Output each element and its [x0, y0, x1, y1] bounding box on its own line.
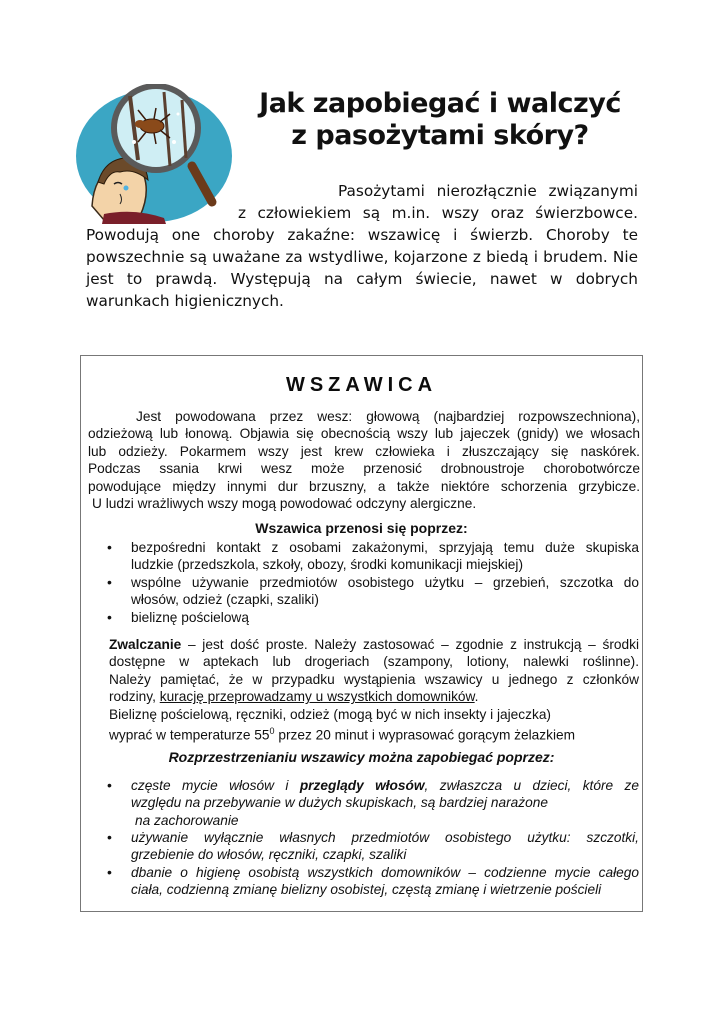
text-fragment: przez 20 minut i wyprasować gorącym żelazkiem	[274, 727, 576, 743]
text-line: Bieliznę pościelową, ręczniki, odzież (mogą być w nich insekty i jajeczka)	[109, 706, 551, 722]
text-line: grzebienie do włosów, ręczniki, czapki, szaliki	[131, 847, 407, 863]
underlined-text: kurację przeprowadzamy u wszystkich domowników	[159, 689, 475, 705]
bullet-icon: •	[107, 609, 112, 625]
text-line: lub odzieży. Pokarmem wszy jest krew człowieka i złuszczający się naskórek.	[88, 443, 640, 459]
title-line: z pasożytami skóry?	[291, 120, 589, 151]
list-item	[109, 609, 639, 626]
treatment-paragraph	[109, 636, 639, 744]
box-title: WSZAWICA	[285, 374, 438, 396]
text-line: z człowiekiem są m.in. wszy oraz świerzbowce.	[238, 204, 638, 222]
text-line	[131, 777, 639, 794]
superscript: 0	[269, 726, 275, 737]
text-line: względu na przebywanie w dużych skupiskach, są bardziej narażone	[131, 795, 548, 811]
text-fragment: – jest dość proste. Należy zastosować – zgodnie z instrukcją – środki	[181, 637, 639, 652]
bullet-icon: •	[107, 777, 112, 793]
text-line: używanie wyłącznie własnych przedmiotów osobistego użytku: szczotki,	[131, 830, 639, 845]
text-line: Pasożytami nierozłącznie związanymi	[338, 182, 638, 200]
list-item	[109, 777, 639, 829]
text-line: dbanie o higienę osobistą wszystkich domowników – codzienne mycie całego	[131, 865, 639, 880]
bullet-icon: •	[107, 574, 112, 590]
text-line: powodujące między innymi dur brzuszny, a także niektóre schorzenia grzybicze.	[88, 478, 640, 494]
transmission-heading: Wszawica przenosi się poprzez:	[255, 520, 468, 536]
text-line	[109, 723, 639, 744]
text-line: U ludzi wrażliwych wszy mogą powodować odczyny alergiczne.	[92, 496, 477, 512]
text-line: Należy pamiętać, że w przypadku wystąpienia wszawicy u jednego z członków	[109, 671, 639, 687]
text-fragment: częste mycie włosów i	[131, 778, 300, 793]
text-line: ciała, codzienną zmianę bielizny osobistej, częstą zmianę i wietrzenie pościeli	[131, 882, 602, 898]
text-line: bieliznę pościelową	[131, 610, 249, 625]
list-item	[109, 864, 639, 899]
text-fragment: .	[474, 689, 479, 705]
intro-paragraph	[86, 180, 638, 312]
list-item	[109, 539, 639, 574]
text-line	[109, 636, 639, 653]
text-line	[109, 688, 639, 705]
page-title	[230, 88, 650, 152]
text-line: powszechnie są uważane za wstydliwe, kojarzone z biedą i brudem. Nie	[86, 248, 638, 266]
description-paragraph	[88, 408, 640, 512]
bullet-icon: •	[107, 864, 112, 880]
text-line: dostępne w aptekach lub drogeriach (szampony, lotiony, nalewki roślinne).	[109, 654, 639, 670]
text-line: ludzkie (przedszkola, szkoły, obozy, środki komunikacji miejskiej)	[131, 557, 523, 573]
bullet-icon: •	[107, 539, 112, 555]
text-line: warunkach higienicznych.	[86, 292, 284, 310]
text-line: odzieżową lub łonową. Objawia się obecnością wszy lub jajeczek (gnidy) we włosach	[88, 426, 640, 442]
list-item	[109, 574, 639, 609]
bold-text: przeglądy włosów	[299, 778, 425, 793]
text-line: jest to prawdą. Występują na całym świecie, nawet w dobrych	[86, 270, 638, 288]
text-fragment: rodziny,	[109, 689, 160, 705]
prevention-heading: Rozprzestrzenianiu wszawicy można zapobiegać poprzez:	[168, 749, 555, 765]
text-line: Jest powodowana przez wesz: głowową (najbardziej rozpowszechniona),	[136, 409, 640, 424]
list-item	[109, 829, 639, 864]
text-line: bezpośredni kontakt z osobami zakażonymi, sprzyjają temu duże skupiska	[131, 540, 639, 555]
text-line: wspólne używanie przedmiotów osobistego użytku – grzebień, szczotka do	[131, 575, 639, 590]
text-fragment: , zwłaszcza u dzieci, które ze	[424, 778, 639, 793]
text-line: włosów, odzież (czapki, szaliki)	[131, 592, 319, 608]
text-line: na zachorowanie	[135, 812, 239, 828]
text-line: Podczas ssania krwi wesz może przenosić drobnoustroje chorobotwórcze	[88, 461, 640, 477]
title-line: Jak zapobiegać i walczyć	[259, 88, 621, 119]
wszawica-box	[80, 355, 643, 912]
text-fragment: wyprać w temperaturze 55	[109, 727, 270, 743]
bullet-icon: •	[107, 829, 112, 845]
text-line: Powodują one choroby zakaźne: wszawicę i świerzb. Choroby te	[86, 226, 638, 244]
treatment-label: Zwalczanie	[109, 637, 182, 652]
